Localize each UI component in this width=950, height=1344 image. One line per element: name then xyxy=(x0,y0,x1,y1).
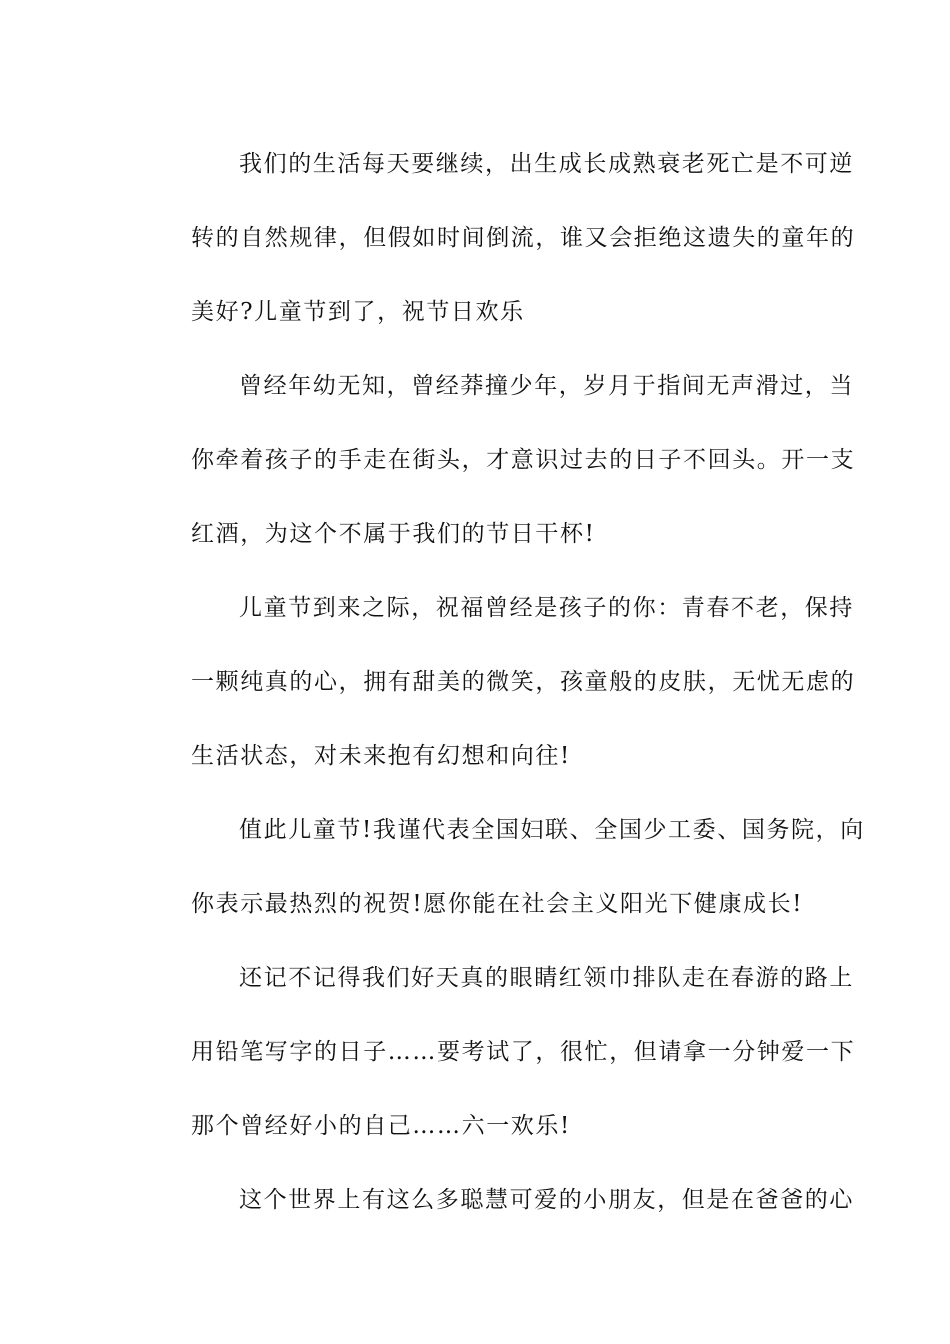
text-line: 值此儿童节!我谨代表全国妇联、全国少工委、国务院，向 xyxy=(239,817,865,843)
text-line: 红酒，为这个不属于我们的节日干杯! xyxy=(191,521,596,547)
text-line: 生活状态，对未来抱有幻想和向往! xyxy=(191,743,571,769)
text-line: 你牵着孩子的手走在街头，才意识过去的日子不回头。开一支 xyxy=(191,447,856,473)
text-line: 我们的生活每天要继续，出生成长成熟衰老死亡是不可逆 xyxy=(239,151,854,177)
text-line: 美好?儿童节到了，祝节日欢乐 xyxy=(191,299,525,325)
text-line: 一颗纯真的心，拥有甜美的微笑，孩童般的皮肤，无忧无虑的 xyxy=(191,669,856,695)
text-line: 这个世界上有这么多聪慧可爱的小朋友，但是在爸爸的心 xyxy=(239,1187,854,1213)
text-line: 儿童节到来之际，祝福曾经是孩子的你：青春不老，保持 xyxy=(239,595,854,621)
paragraph-4 xyxy=(145,793,865,941)
paragraph-2 xyxy=(145,349,856,571)
text-line: 还记不记得我们好天真的眼睛红领巾排队走在春游的路上 xyxy=(239,965,854,991)
text-line: 转的自然规律，但假如时间倒流，谁又会拒绝这遗失的童年的 xyxy=(191,225,856,251)
text-line: 曾经年幼无知，曾经莽撞少年，岁月于指间无声滑过，当 xyxy=(239,373,854,399)
text-line: 用铅笔写字的日子……要考试了，很忙，但请拿一分钟爱一下 xyxy=(191,1039,856,1065)
text-line: 那个曾经好小的自己……六一欢乐! xyxy=(191,1113,571,1139)
text-line: 你表示最热烈的祝贺!愿你能在社会主义阳光下健康成长! xyxy=(191,891,804,917)
paragraph-5 xyxy=(145,941,856,1163)
paragraph-1 xyxy=(145,127,856,349)
document-body xyxy=(145,127,865,1237)
paragraph-6 xyxy=(145,1163,854,1237)
paragraph-3 xyxy=(145,571,856,793)
